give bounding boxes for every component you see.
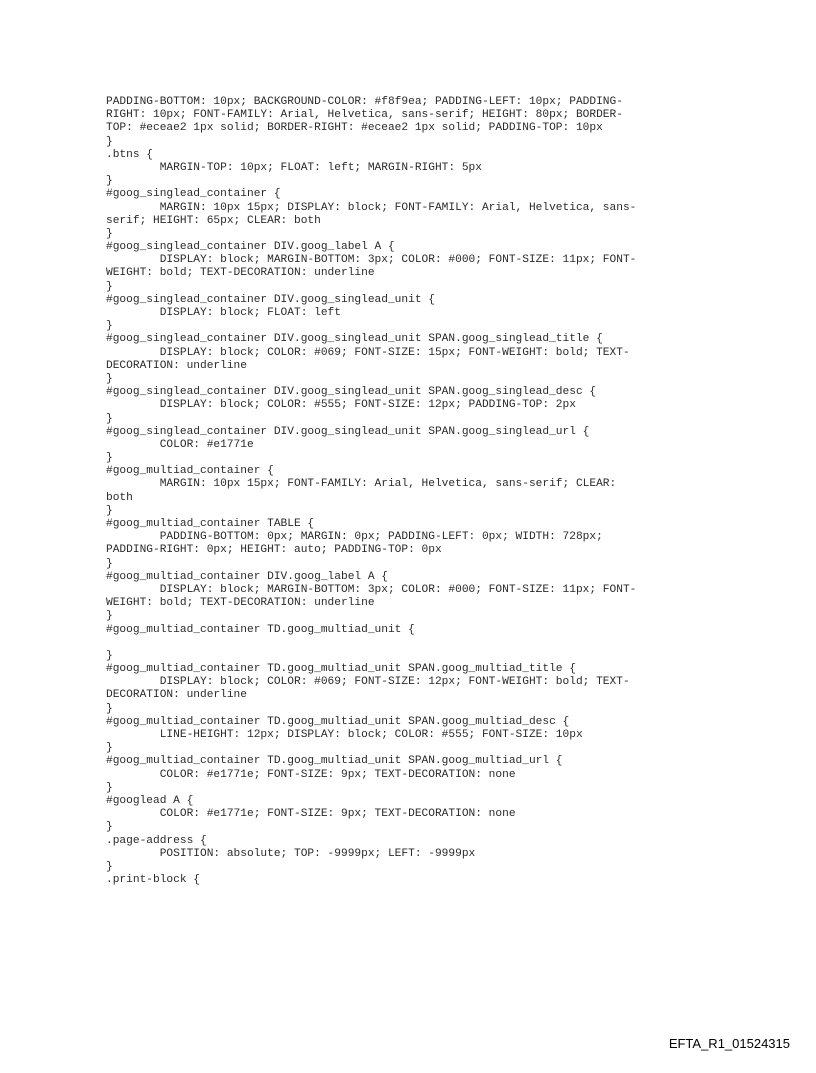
code-line: #goog_multiad_container DIV.goog_label A { bbox=[106, 570, 388, 583]
code-line: DISPLAY: block; MARGIN-BOTTOM: 3px; COLOR: #000; FONT-SIZE: 11px; FONT- bbox=[106, 254, 637, 267]
code-line: DECORATION: underline bbox=[106, 689, 247, 702]
code-line: DISPLAY: block; FLOAT: left bbox=[106, 307, 341, 319]
code-line: PADDING-RIGHT: 0px; HEIGHT: auto; PADDING-TOP: 0px bbox=[106, 544, 442, 557]
code-line: serif; HEIGHT: 65px; CLEAR: both bbox=[106, 214, 321, 227]
code-line: } bbox=[106, 175, 113, 188]
code-line: LINE-HEIGHT: 12px; DISPLAY: block; COLOR: #555; FONT-SIZE: 10px bbox=[106, 729, 583, 741]
code-line: } bbox=[106, 557, 113, 570]
code-line: #goog_singlead_container DIV.goog_singlead_unit { bbox=[106, 293, 435, 306]
code-line: #goog_singlead_container DIV.goog_label A { bbox=[106, 241, 395, 254]
code-line: #googlead A { bbox=[106, 794, 194, 807]
code-line: DISPLAY: block; COLOR: #069; FONT-SIZE: 12px; FONT-WEIGHT: bold; TEXT- bbox=[106, 676, 630, 689]
code-line: #goog_singlead_container DIV.goog_singlead_unit SPAN.goog_singlead_title { bbox=[106, 333, 603, 346]
code-line: } bbox=[106, 649, 113, 662]
document-id-footer: EFTA_R1_01524315 bbox=[668, 1036, 790, 1051]
code-line: #goog_multiad_container TD.goog_multiad_unit SPAN.goog_multiad_title { bbox=[106, 663, 576, 676]
code-line: } bbox=[106, 372, 113, 385]
code-line: } bbox=[106, 412, 113, 425]
code-line: } bbox=[106, 702, 113, 715]
code-line: .page-address { bbox=[106, 834, 207, 847]
code-line: WEIGHT: bold; TEXT-DECORATION: underline bbox=[106, 597, 375, 610]
code-line: MARGIN-TOP: 10px; FLOAT: left; MARGIN-RIGHT: 5px bbox=[106, 161, 482, 174]
code-line: .btns { bbox=[106, 148, 153, 161]
code-line: DECORATION: underline bbox=[106, 359, 247, 372]
code-line: DISPLAY: block; MARGIN-BOTTOM: 3px; COLOR: #000; FONT-SIZE: 11px; FONT- bbox=[106, 583, 637, 596]
code-line: .print-block { bbox=[106, 874, 200, 887]
code-line: #goog_multiad_container TD.goog_multiad_unit SPAN.goog_multiad_desc { bbox=[106, 715, 570, 728]
code-line: } bbox=[106, 742, 113, 755]
code-line: #goog_multiad_container TD.goog_multiad_unit { bbox=[106, 623, 415, 636]
code-line bbox=[106, 637, 746, 650]
code-line: } bbox=[106, 320, 113, 333]
code-line: #goog_multiad_container TD.goog_multiad_unit SPAN.goog_multiad_url { bbox=[106, 755, 563, 768]
code-line: #goog_singlead_container DIV.goog_singlead_unit SPAN.goog_singlead_url { bbox=[106, 425, 590, 438]
code-line: } bbox=[106, 610, 113, 623]
code-line: } bbox=[106, 227, 113, 240]
code-line: WEIGHT: bold; TEXT-DECORATION: underline bbox=[106, 267, 375, 280]
code-line: } bbox=[106, 504, 113, 517]
code-line: POSITION: absolute; TOP: -9999px; LEFT: -9999px bbox=[106, 847, 476, 860]
code-line: #goog_singlead_container { bbox=[106, 188, 281, 201]
code-line: } bbox=[106, 452, 113, 465]
code-line: COLOR: #e1771e bbox=[106, 438, 254, 451]
code-line: } bbox=[106, 860, 113, 873]
code-line: #goog_multiad_container { bbox=[106, 465, 274, 478]
code-line: TOP: #eceae2 1px solid; BORDER-RIGHT: #eceae2 1px solid; PADDING-TOP: 10px bbox=[106, 122, 603, 135]
code-line: #goog_multiad_container TABLE { bbox=[106, 518, 315, 530]
code-line: RIGHT: 10px; FONT-FAMILY: Arial, Helvetica, sans-serif; HEIGHT: 80px; BORDER- bbox=[106, 109, 623, 122]
code-line: PADDING-BOTTOM: 10px; BACKGROUND-COLOR: #f8f9ea; PADDING-LEFT: 10px; PADDING- bbox=[106, 96, 623, 108]
code-line: } bbox=[106, 821, 113, 834]
code-line: MARGIN: 10px 15px; DISPLAY: block; FONT-FAMILY: Arial, Helvetica, sans- bbox=[106, 201, 637, 214]
code-line: both bbox=[106, 491, 133, 504]
code-line: } bbox=[106, 280, 113, 293]
code-line: MARGIN: 10px 15px; FONT-FAMILY: Arial, Helvetica, sans-serif; CLEAR: bbox=[106, 478, 617, 491]
code-line: DISPLAY: block; COLOR: #555; FONT-SIZE: 12px; PADDING-TOP: 2px bbox=[106, 399, 576, 412]
code-text-block bbox=[106, 96, 746, 887]
code-line: COLOR: #e1771e; FONT-SIZE: 9px; TEXT-DECORATION: none bbox=[106, 768, 516, 781]
code-line: } bbox=[106, 135, 113, 148]
code-line: #goog_singlead_container DIV.goog_singlead_unit SPAN.goog_singlead_desc { bbox=[106, 386, 597, 399]
code-line: DISPLAY: block; COLOR: #069; FONT-SIZE: 15px; FONT-WEIGHT: bold; TEXT- bbox=[106, 346, 630, 359]
code-line: PADDING-BOTTOM: 0px; MARGIN: 0px; PADDING-LEFT: 0px; WIDTH: 728px; bbox=[106, 531, 603, 544]
code-line: } bbox=[106, 781, 113, 794]
code-line: COLOR: #e1771e; FONT-SIZE: 9px; TEXT-DECORATION: none bbox=[106, 808, 516, 821]
